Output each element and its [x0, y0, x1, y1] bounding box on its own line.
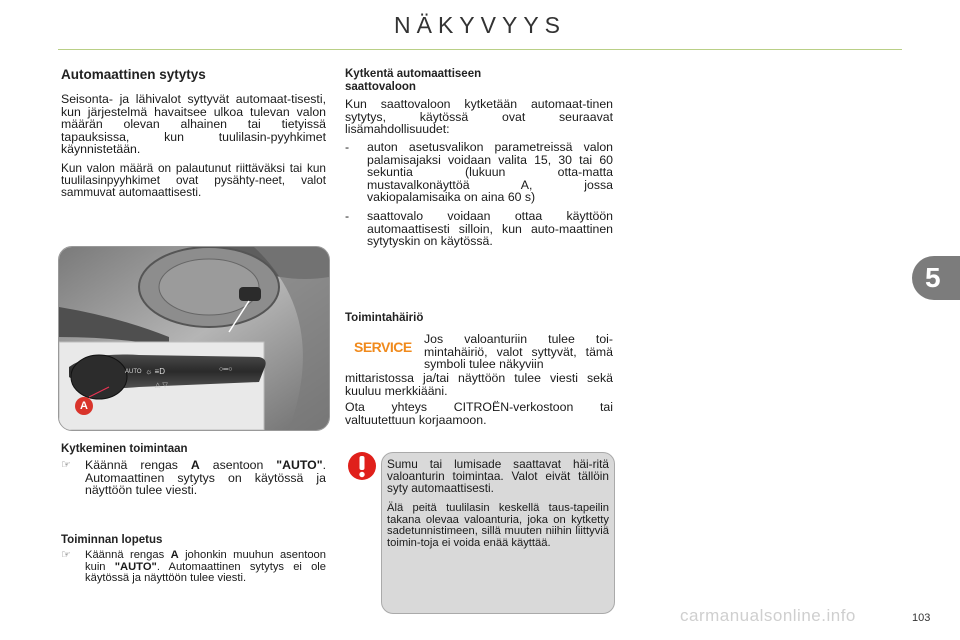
lighting-stalk-photo	[58, 246, 330, 431]
service-warning-icon	[354, 339, 412, 357]
hand-pointer-icon: ☞	[61, 459, 71, 471]
section-heading-auto-lighting: Automaattinen sytytys	[61, 67, 206, 82]
page-title: NÄKYVYYS	[394, 12, 566, 38]
warning-paragraph-1: Sumu tai lumisade saattavat häi-ritä valoanturin toimintaa. Valot eivät tällöin syty automaattisesti.	[387, 457, 609, 496]
stop-step	[61, 550, 326, 585]
activation-auto: "AUTO"	[276, 458, 323, 472]
stop-ring-a: A	[170, 549, 179, 561]
stop-heading: Toiminnan lopetus	[61, 534, 163, 546]
fault-heading: Toimintahäiriö	[345, 312, 424, 324]
fault-paragraph-2: Ota yhteys CITROËN-verkostoon tai valtuutettuun korjaamoon.	[345, 400, 613, 427]
activation-text-post: . Automaattinen sytytys on käytössä ja näyttöön tulee viesti.	[85, 458, 326, 498]
warning-box	[381, 452, 615, 614]
hand-pointer-icon: ☞	[61, 549, 71, 561]
chapter-tab[interactable]	[912, 256, 960, 300]
follow-me-item-1: auton asetusvalikon parametreissä valon palamisajaksi voidaan valita 15, 30 tai 60 sekuntia (lukuun otta-matta mustavalkonäyttöä A, jossa vakiopalamisaika on aina 60 s)	[367, 140, 613, 205]
stop-text-mid: johonkin muuhun asentoon kuin	[85, 549, 326, 573]
warning-exclamation-icon	[347, 451, 377, 481]
fault-paragraph-rest: mittaristossa ja/tai näyttöön tulee viesti sekä kuuluu merkkiääni.	[345, 371, 613, 398]
stop-auto: "AUTO"	[114, 560, 157, 573]
svg-text:AUTO: AUTO	[125, 369, 142, 375]
warning-paragraph-2: Älä peitä tuulilasin keskellä taus-tapeilin takana olevaa valoanturia, joka on kytketty sadetunnistimeen, sillä muuten niihin liittyviä toimin-toja ei voida enää käyttää.	[387, 502, 609, 549]
activation-text-mid: asentoon	[199, 458, 277, 472]
service-label: SERVICE	[354, 339, 412, 355]
activation-step	[61, 459, 326, 497]
follow-me-item-2: saattovalo voidaan ottaa käyttöön automaattisesti silloin, kun auto-maattinen sytytyskin on käytössä.	[367, 208, 613, 249]
svg-text:☼ ≡D: ☼ ≡D	[145, 367, 165, 376]
watermark: carmanualsonline.info	[680, 606, 856, 625]
chapter-number: 5	[925, 262, 941, 293]
list-item: - saattovalo voidaan ottaa käyttöön automaattisesti silloin, kun auto-maattinen sytytyskin on käytössä.	[345, 208, 613, 249]
activation-heading: Kytkeminen toimintaan	[61, 443, 188, 455]
stop-text-post: . Automaattinen sytytys ei ole käytössä ja näyttöön tulee viesti.	[85, 560, 327, 585]
list-item: - auton asetusvalikon parametreissä valon palamisajaksi voidaan valita 15, 30 tai 60 sekuntia (lukuun otta-matta mustavalkonäyttöä A, jossa vakiopalamisaika on aina 60 s)	[345, 140, 613, 205]
follow-me-paragraph: Kun saattovaloon kytketään automaat-tinen sytytys, käytössä ovat seuraavat lisämahdollisuudet:	[345, 97, 613, 137]
svg-text:△ ▽: △ ▽	[155, 382, 168, 389]
title-divider	[58, 49, 902, 50]
auto-lighting-paragraph-2: Kun valon määrä on palautunut riittäväksi tai kun tuulilasinpyyhkimet ovat pysähty-neet, valot sammuvat automaattisesti.	[61, 161, 326, 200]
page-number: 103	[912, 612, 931, 624]
marker-a-badge: A	[75, 397, 93, 415]
follow-me-heading: Kytkentä automaattiseen saattovaloon	[345, 68, 482, 93]
auto-lighting-paragraph-1: Seisonta- ja lähivalot syttyvät automaat-tisesti, kun järjestelmä havaitsee ulkoa tulevan valon määrän olevan alhainen tai tietyissä tapauksissa, kun tuulilasin-pyyhkimet käynnistetään.	[61, 92, 326, 157]
svg-text:○═○: ○═○	[219, 366, 233, 373]
stop-text-pre: Käännä rengas	[85, 549, 171, 561]
lighting-stalk-illustration	[59, 247, 329, 430]
activation-text-pre: Käännä rengas	[85, 458, 191, 472]
fault-paragraph-first: Jos valoanturiin tulee toi-mintahäiriö, valot syttyvät, tämä symboli tulee näkyviin	[424, 332, 613, 372]
activation-ring-a: A	[190, 458, 200, 472]
follow-me-list	[345, 141, 613, 248]
